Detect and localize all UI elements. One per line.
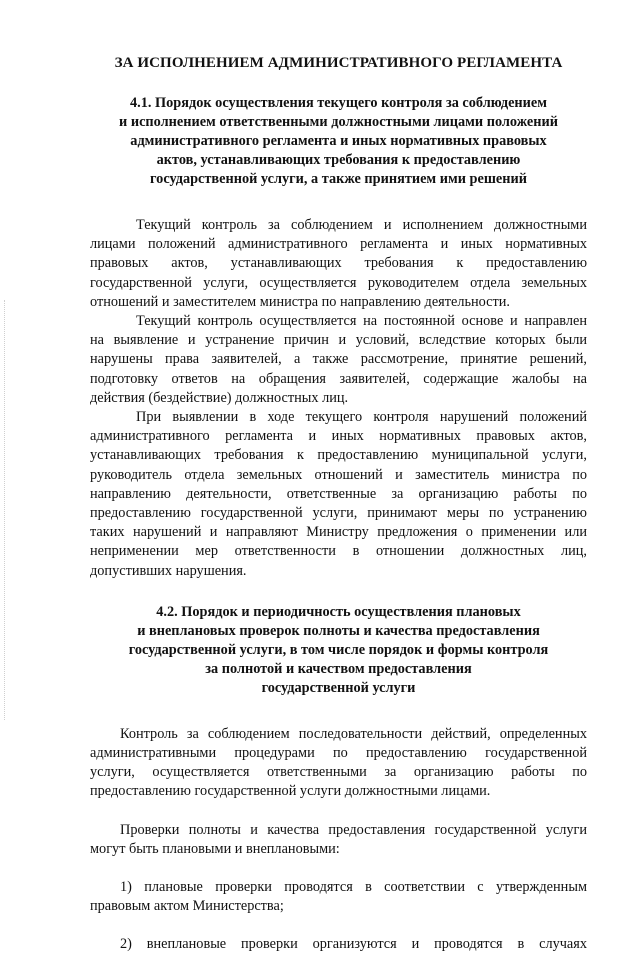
heading-line: за полнотой и качеством предоставления [205, 660, 472, 677]
section-4-1-heading [90, 94, 587, 189]
heading-line: и внеплановых проверок полноты и качества предоставления [137, 622, 540, 639]
text-line: Текущий контроль за соблюдением и исполнением должностными [136, 217, 587, 233]
text-line: предоставлению государственной услуги должностными лицами. [90, 783, 491, 800]
heading-line: и исполнением ответственными должностными лицами положений [119, 114, 558, 130]
text-line: административного регламента и иных нормативных правовых актов, [90, 428, 587, 445]
section-4-1-paragraph-3 [90, 408, 587, 581]
heading-line: актов, устанавливающих требования к предоставлению [156, 152, 521, 168]
text-line: могут быть плановыми и внеплановыми: [90, 840, 340, 857]
text-line: подготовку ответов на обращения заявителей, содержащие жалобы на [90, 370, 587, 387]
text-line: Контроль за соблюдением последовательности действий, определенных [120, 725, 587, 742]
text-line: неприменении мер ответственности в отношении должностных лиц, [90, 543, 587, 560]
section-4-2-heading [90, 603, 587, 698]
heading-line: государственной услуги [261, 679, 416, 696]
section-4-2-paragraph-1 [90, 725, 587, 802]
section-4-2-paragraph-2 [90, 821, 587, 859]
text-line: 2) внеплановые проверки организуются и проводятся в случаях [120, 936, 587, 953]
text-line: 1) плановые проверки проводятся в соответствии с утвержденным [120, 879, 587, 896]
heading-line: 4.2. Порядок и периодичность осуществления плановых [156, 603, 521, 620]
section-4-1-paragraph-2 [90, 312, 587, 408]
text-line: таких нарушений и направляют Министру предложения о применении или [90, 524, 587, 541]
scan-margin-specks [4, 300, 7, 720]
text-line: правовых актов, устанавливающих требования к предоставлению [90, 255, 587, 272]
document-content [90, 55, 587, 955]
main-title: ЗА ИСПОЛНЕНИЕМ АДМИНИСТРАТИВНОГО РЕГЛАМЕНТА [114, 55, 563, 71]
text-line: При выявлении в ходе текущего контроля нарушений положений [136, 409, 587, 426]
text-line: действия (бездействие) должностных лиц. [90, 389, 349, 406]
text-line: Текущий контроль осуществляется на постоянной основе и направлен [136, 313, 587, 330]
text-line: услуги, осуществляется ответственными за организацию работы по [90, 764, 587, 781]
section-4-2-list-item-2 [90, 935, 587, 954]
text-line: государственной услуги, осуществляется руководителем отдела земельных [90, 274, 587, 291]
text-line: направлению деятельности, ответственные за организацию работы по [90, 485, 587, 502]
heading-line: административного регламента и иных нормативных правовых [130, 133, 547, 149]
text-line: правовым актом Министерства; [90, 898, 284, 915]
text-line: отношений и заместителем министра по направлению деятельности. [90, 293, 510, 310]
section-4-1-paragraph-1 [90, 216, 587, 312]
heading-line: 4.1. Порядок осуществления текущего контроля за соблюдением [130, 95, 547, 111]
text-line: нарушены права заявителей, а также рассмотрение, принятие решений, [90, 351, 587, 368]
text-line: предоставлению государственной услуги, принимают меры по устранению [90, 505, 587, 522]
text-line: административными процедурами по предоставлению государственной [90, 745, 587, 762]
text-line: устанавливающих требования к предоставлению муниципальной услуги, [90, 447, 587, 464]
text-line: допустивших нарушения. [90, 562, 247, 579]
heading-line: государственной услуги, в том числе порядок и формы контроля [128, 641, 549, 658]
section-4-2-list-item-1 [90, 878, 587, 916]
heading-line: государственной услуги, а также принятием ими решений [150, 171, 527, 187]
text-line: лицами положений административного регламента и иных нормативных [90, 236, 587, 253]
text-line: руководитель отдела земельных отношений и заместитель министра по [90, 466, 587, 483]
text-line: Проверки полноты и качества предоставления государственной услуги [120, 821, 587, 838]
text-line: на выявление и устранение причин и условий, вследствие которых были [90, 332, 587, 349]
